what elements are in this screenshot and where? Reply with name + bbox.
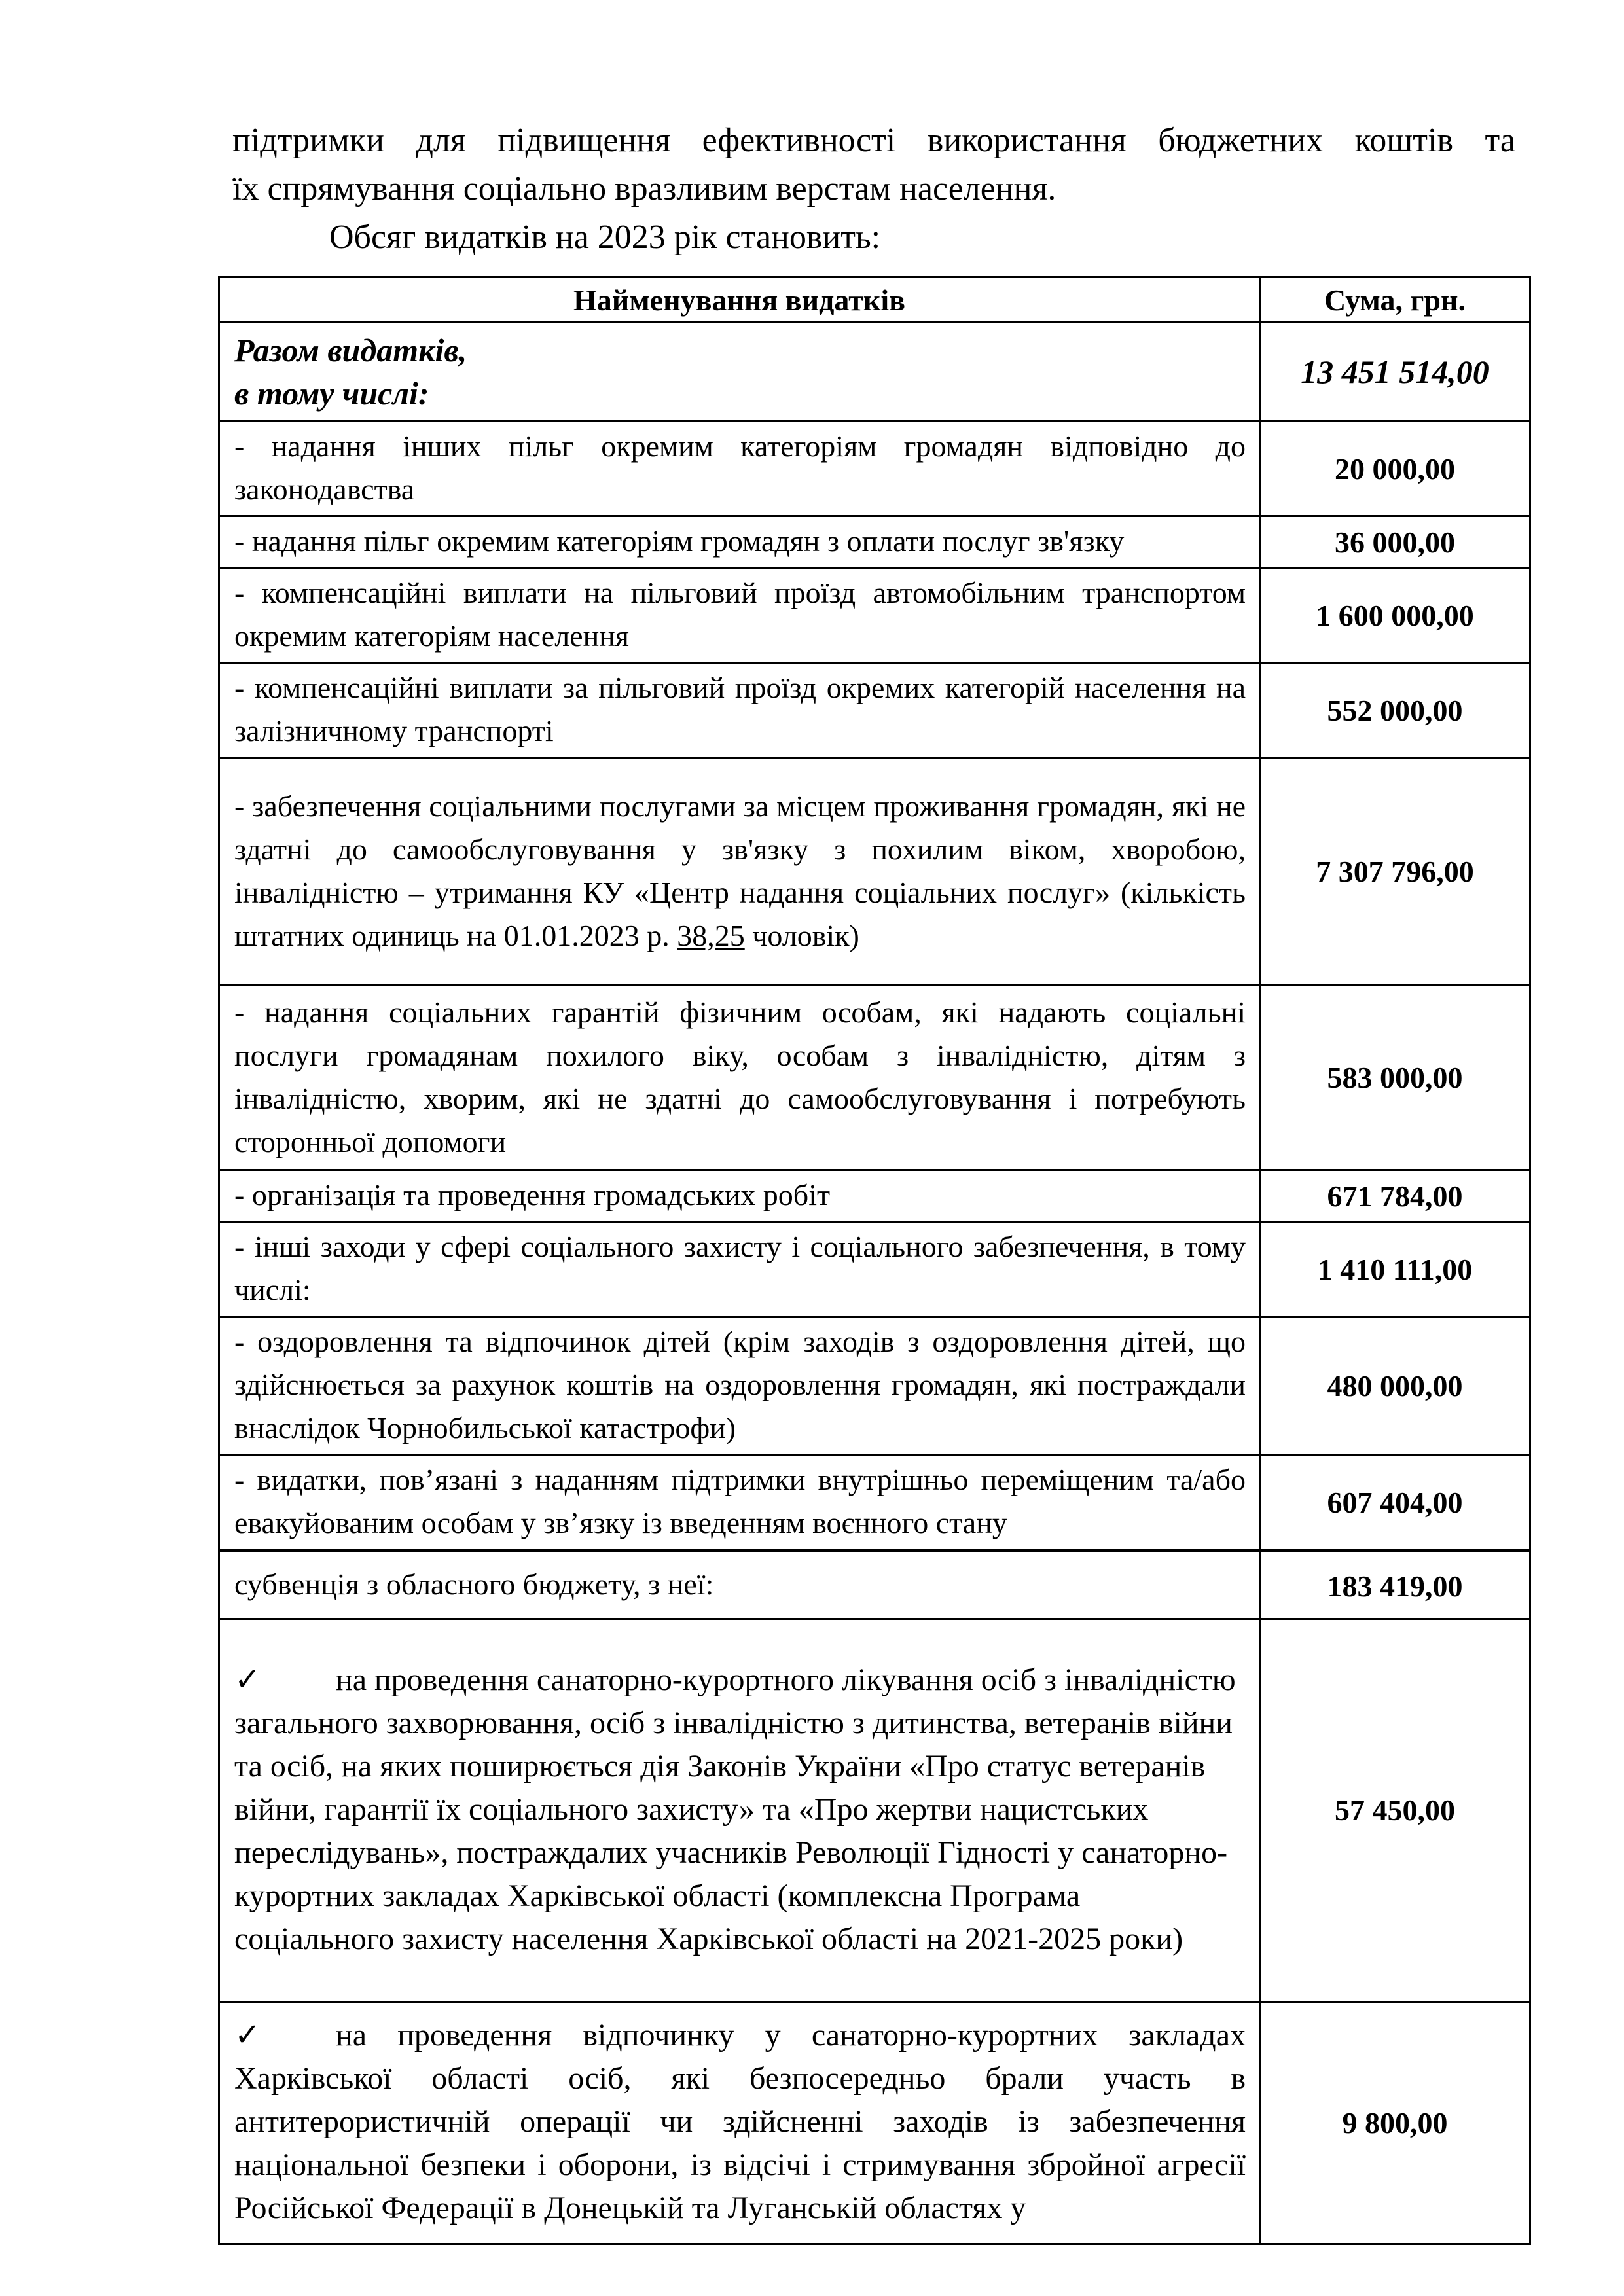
table-header-row [219, 278, 1530, 323]
row-description: - організація та проведення громадських робіт [219, 1170, 1260, 1222]
row-description-text: на проведення відпочинку у санаторно-курортних закладах Харківської області осіб, які безпосередньо брали участь в антитерористичній операції чи здійсненні заходів із забезпечення національної безпеки і оборони, із відсічі і стримування збройної агресії Російської Федерації в Донецькій та Луганській областях у [234, 2018, 1246, 2225]
table-row [219, 2001, 1530, 2244]
row-amount: 20 000,00 [1260, 422, 1530, 516]
row-amount: 7 307 796,00 [1260, 758, 1530, 986]
checkmark-icon: ✓ [234, 1662, 261, 1697]
intro-line-2: їх спрямування соціально вразливим верстам населення. [232, 170, 1056, 207]
row-description: - компенсаційні виплати на пільговий проїзд автомобільним транспортом окремим категоріям населення [219, 568, 1260, 663]
row-amount: 583 000,00 [1260, 986, 1530, 1170]
row-description-part: чоловік) [744, 918, 859, 952]
total-label [219, 323, 1260, 422]
row-description: - надання соціальних гарантій фізичним особам, які надають соціальні послуги громадянам похилого віку, особам з інвалідністю, дітям з інвалідністю, хворим, які не здатні до самообслуговування і потребують сторонньої допомоги [219, 986, 1260, 1170]
row-description: - видатки, пов’язані з наданням підтримки внутрішньо переміщеним та/або евакуйованим особам у зв’язку із введенням воєнного стану [219, 1455, 1260, 1551]
header-amount: Сума, грн. [1260, 278, 1530, 323]
row-amount: 552 000,00 [1260, 663, 1530, 758]
row-description [219, 2001, 1260, 2244]
row-description: - оздоровлення та відпочинок дітей (крім заходів з оздоровлення дітей, що здійснюється за рахунок коштів на оздоровлення громадян, які постраждали внаслідок Чорнобильської катастрофи) [219, 1317, 1260, 1455]
intro-line-1: підтримки для підвищення ефективності використання бюджетних коштів та [232, 122, 1515, 159]
intro-line-3: Обсяг видатків на 2023 рік становить: [329, 219, 881, 256]
table-row [219, 1317, 1530, 1455]
row-description: - надання інших пільг окремим категоріям громадян відповідно до законодавства [219, 422, 1260, 516]
checkmark-icon: ✓ [234, 2018, 261, 2053]
row-amount: 671 784,00 [1260, 1170, 1530, 1222]
row-amount: 57 450,00 [1260, 1619, 1530, 2001]
table-row [219, 1619, 1530, 2001]
intro-text [232, 117, 1515, 262]
row-amount: 607 404,00 [1260, 1455, 1530, 1551]
header-name: Найменування видатків [219, 278, 1260, 323]
row-description: - надання пільг окремим категоріям громадян з оплати послуг зв'язку [219, 516, 1260, 568]
row-amount: 1 410 111,00 [1260, 1222, 1530, 1317]
row-description-text: на проведення санаторно-курортного лікування осіб з інвалідністю загального захворювання, осіб з інвалідністю з дитинства, ветеранів війни та осіб, на яких поширюється дія Законів України «Про статус ветеранів війни, гарантії їх соціального захисту» та «Про жертви нацистських переслідувань», постраждалих учасників Революції Гідності у санаторно-курортних закладах Харківської області (комплексна Програма соціального захисту населення Харківської області на 2021-2025 роки) [234, 1662, 1236, 1956]
subvention-label: субвенція з обласного бюджету, з неї: [219, 1551, 1260, 1619]
expenses-table [218, 276, 1531, 2245]
table-row [219, 1222, 1530, 1317]
table-row [219, 422, 1530, 516]
row-description-part: - забезпечення соціальними послугами за місцем проживання громадян, які не здатні до самообслуговування у зв'язку з похилим віком, хворобою, інвалідністю – утримання КУ «Центр надання соціальних послуг» (кількість штатних одиниць на 01.01.2023 р. [234, 789, 1246, 952]
total-amount: 13 451 514,00 [1260, 323, 1530, 422]
table-row [219, 1455, 1530, 1551]
row-amount: 480 000,00 [1260, 1317, 1530, 1455]
total-label-line-2: в тому числі: [234, 375, 429, 412]
table-row [219, 986, 1530, 1170]
row-description: - інші заходи у сфері соціального захисту і соціального забезпечення, в тому числі: [219, 1222, 1260, 1317]
row-amount: 36 000,00 [1260, 516, 1530, 568]
row-amount: 1 600 000,00 [1260, 568, 1530, 663]
row-amount: 9 800,00 [1260, 2001, 1530, 2244]
subvention-amount: 183 419,00 [1260, 1551, 1530, 1619]
table-row [219, 1170, 1530, 1222]
row-description [219, 1619, 1260, 2001]
total-row [219, 323, 1530, 422]
subvention-row [219, 1551, 1530, 1619]
table-row [219, 516, 1530, 568]
row-description: - компенсаційні виплати за пільговий проїзд окремих категорій населення на залізничному транспорті [219, 663, 1260, 758]
table-row [219, 663, 1530, 758]
total-label-line-1: Разом видатків, [234, 332, 467, 368]
table-row [219, 758, 1530, 986]
staff-count: 38,25 [677, 918, 745, 952]
row-description [219, 758, 1260, 986]
table-row [219, 568, 1530, 663]
